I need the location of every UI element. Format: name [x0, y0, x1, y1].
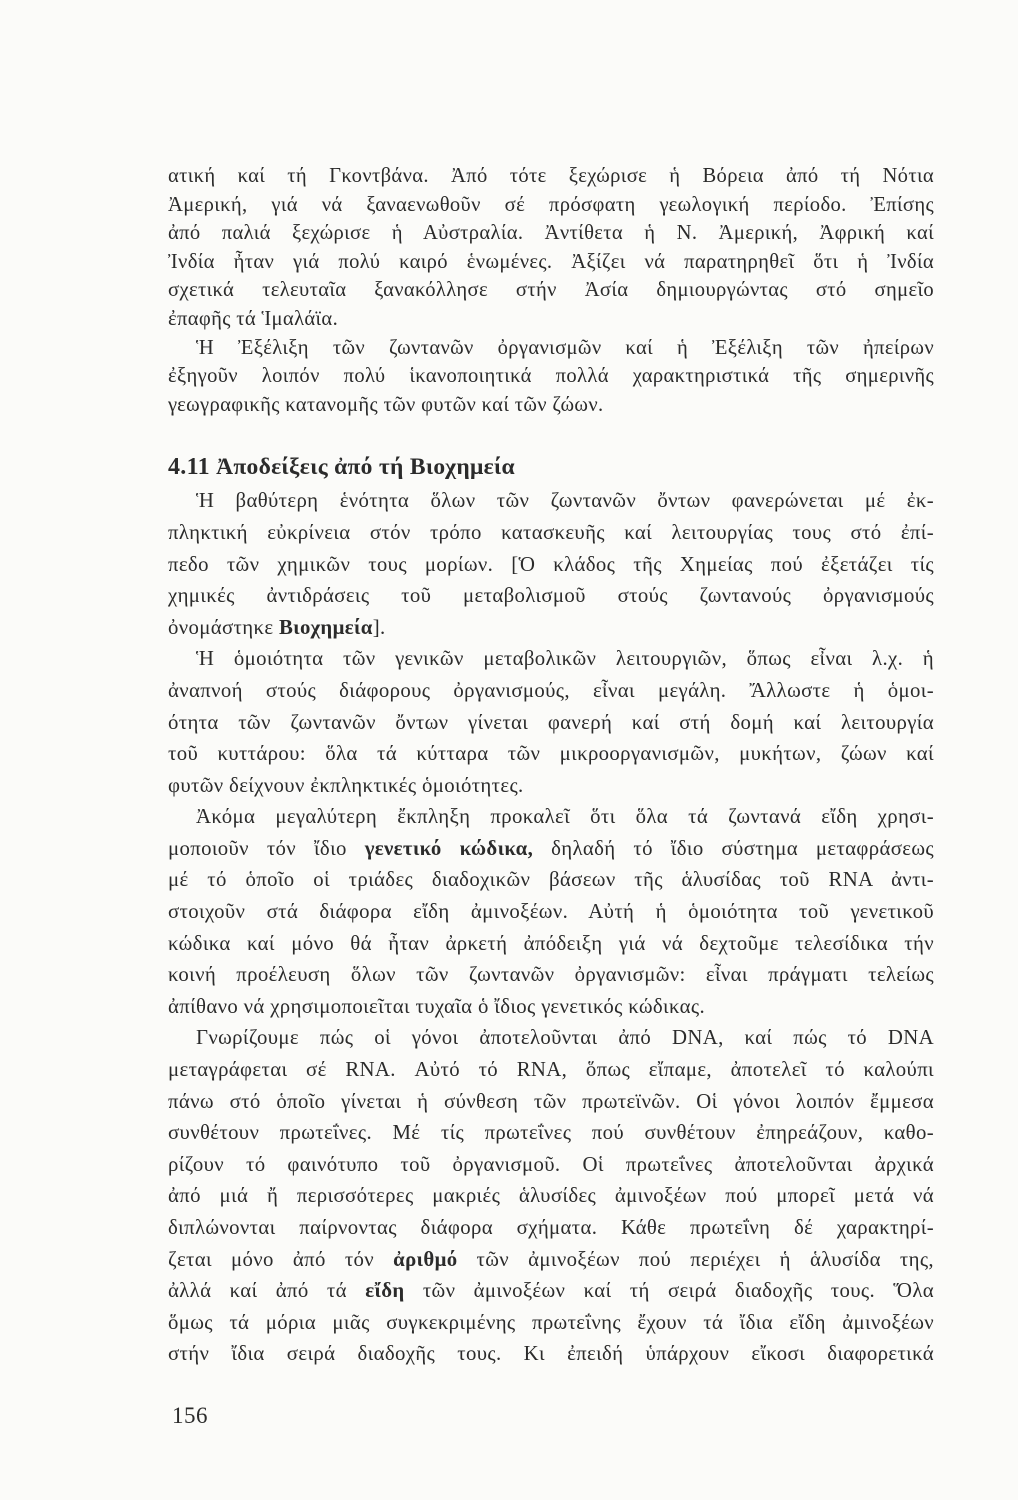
text-line: κώδικα καί μόνο θά ἦταν ἀρκετή ἀπόδειξη γιά νά δεχτοῦμε τελεσίδικα τήν — [168, 931, 934, 955]
page-body — [168, 162, 934, 1370]
text-line: Ἀμερική, γιά νά ξαναενωθοῦν σέ πρόσφατη γεωλογική περίοδο. Ἐπίσης — [168, 193, 934, 216]
text-line: ρίζουν τό φαινότυπο τοῦ ὀργανισμοῦ. Οἱ πρωτεΐνες ἀποτελοῦνται ἀρχικά — [168, 1152, 934, 1176]
text-line: ὅμως τά μόρια μιᾶς συγκεκριμένης πρωτεΐνης ἔχουν τά ἴδια εἴδη ἀμινοξέων — [168, 1310, 934, 1334]
text-line: γεωγραφικῆς κατανομῆς τῶν φυτῶν καί τῶν ζώων. — [168, 393, 604, 416]
text-line: ἀπό μιά ἤ περισσότερες μακριές ἁλυσίδες ἀμινοξέων πού μπορεῖ μετά νά — [168, 1184, 934, 1208]
text-line: ἐξηγοῦν λοιπόν πολύ ἱκανοποιητικά πολλά χαρακτηριστικά τῆς σημερινῆς — [168, 365, 934, 388]
section-heading — [168, 452, 934, 482]
section-number: 4.11 — [168, 454, 210, 481]
section-biochemistry — [168, 485, 934, 1370]
term-biochemistry: Βιοχημεία — [278, 615, 373, 639]
text-line: σχετικά τελευταῖα ξανακόλλησε στήν Ἀσία δημιουργώντας στό σημεῖο — [168, 279, 934, 302]
term-genetic-code: γενετικό κώδικα, — [364, 836, 534, 860]
text-line: Ἡ βαθύτερη ἑνότητα ὅλων τῶν ζωντανῶν ὄντων φανερώνεται μέ ἐκ- — [196, 489, 934, 513]
text-line: ὀνομάστηκε Βιοχημεία]. — [168, 615, 386, 639]
term-kinds: εἴδη — [365, 1279, 405, 1303]
text-line: ἀπίθανο νά χρησιμοποιεῖται τυχαῖα ὁ ἴδιος γενετικός κώδικας. — [168, 994, 706, 1018]
text-line: ότητα τῶν ζωντανῶν ὄντων γίνεται φανερή καί στή δομή καί λειτουργία — [168, 710, 934, 734]
text-line: πάνω στό ὁποῖο γίνεται ἡ σύνθεση τῶν πρωτεϊνῶν. Οἱ γόνοι λοιπόν ἔμμεσα — [168, 1089, 934, 1113]
text-line: τοῦ κυττάρου: ὅλα τά κύτταρα τῶν μικροοργανισμῶν, μυκήτων, ζώων καί — [168, 742, 934, 766]
text-line: Ἡ Ἐξέλιξη τῶν ζωντανῶν ὀργανισμῶν καί ἡ Ἐξέλιξη τῶν ἠπείρων — [196, 336, 934, 359]
text-line: στοιχοῦν στά διάφορα εἴδη ἀμινοξέων. Αὐτή ἡ ὁμοιότητα τοῦ γενετικοῦ — [168, 900, 934, 924]
text-line: φυτῶν δείχνουν ἐκπληκτικές ὁμοιότητες. — [168, 773, 524, 797]
page-number: 156 — [172, 1403, 208, 1428]
text-line: ατική καί τή Γκοντβάνα. Ἀπό τότε ξεχώρισε ἡ Βόρεια ἀπό τή Νότια — [168, 165, 934, 187]
text-line: στήν ἴδια σειρά διαδοχῆς τους. Κι ἐπειδή ὑπάρχουν εἴκοσι διαφορετικά — [168, 1342, 934, 1366]
text-line: διπλώνονται παίρνοντας διάφορα σχήματα. Κάθε πρωτεΐνη δέ χαρακτηρί- — [168, 1216, 934, 1239]
text-line: μεταγράφεται σέ RNA. Αὐτό τό RNA, ὅπως εἴπαμε, ἀποτελεῖ τό καλούπι — [168, 1058, 934, 1082]
term-number: ἀριθμό — [393, 1247, 458, 1271]
text-line: μέ τό ὁποῖο οἱ τριάδες διαδοχικῶν βάσεων τῆς ἁλυσίδας τοῦ RNA ἀντι- — [168, 868, 934, 892]
text-line: ζεται μόνο ἀπό τόν ἀριθμό τῶν ἀμινοξέων πού περιέχει ἡ ἁλυσίδα της, — [168, 1247, 934, 1271]
text-line: πληκτική εὐκρίνεια στόν τρόπο κατασκευῆς καί λειτουργίας τους στό ἐπί- — [168, 520, 934, 544]
text-line: ἀπό παλιά ξεχώρισε ἡ Αὐστραλία. Ἀντίθετα ἡ Ν. Ἀμερική, Ἀφρική καί — [168, 222, 934, 245]
text-line: ἐπαφῆς τά Ἱμαλάϊα. — [168, 307, 339, 330]
section-continents — [168, 162, 934, 419]
text-line: Ἡ ὁμοιότητα τῶν γενικῶν μεταβολικῶν λειτουργιῶν, ὅπως εἶναι λ.χ. ἡ — [196, 647, 934, 671]
text-line: ἀλλά καί ἀπό τά εἴδη τῶν ἀμινοξέων καί τή σειρά διαδοχῆς τους. Ὅλα — [168, 1279, 934, 1303]
text-line: συνθέτουν πρωτεΐνες. Μέ τίς πρωτεΐνες πού συνθέτουν ἐπηρεάζουν, καθο- — [168, 1121, 934, 1145]
text-line: Ἰνδία ἦταν γιά πολύ καιρό ἑνωμένες. Ἀξίζει νά παρατηρηθεῖ ὅτι ἡ Ἰνδία — [168, 250, 934, 273]
text-line: μοποιοῦν τόν ἴδιο γενετικό κώδικα, δηλαδή τό ἴδιο σύστημα μεταφράσεως — [168, 836, 934, 860]
text-line: χημικές ἀντιδράσεις τοῦ μεταβολισμοῦ στούς ζωντανούς ὀργανισμούς — [168, 584, 934, 608]
text-line: Γνωρίζουμε πώς οἱ γόνοι ἀποτελοῦνται ἀπό DNA, καί πώς τό DNA — [196, 1026, 934, 1050]
text-line: κοινή προέλευση ὅλων τῶν ζωντανῶν ὀργανισμῶν: εἶναι πράγματι τελείως — [168, 963, 934, 987]
text-line: Ἀκόμα μεγαλύτερη ἔκπληξη προκαλεῖ ὅτι ὅλα τά ζωντανά εἴδη χρησι- — [196, 805, 934, 829]
text-line: ἀναπνοή στούς διάφορους ὀργανισμούς, εἶναι μεγάλη. Ἄλλωστε ἡ ὁμοι- — [168, 678, 934, 702]
text-line: πεδο τῶν χημικῶν τους μορίων. [Ὁ κλάδος τῆς Χημείας πού ἐξετάζει τίς — [168, 552, 934, 576]
section-title: Ἀποδείξεις ἀπό τή Βιοχημεία — [216, 454, 515, 481]
